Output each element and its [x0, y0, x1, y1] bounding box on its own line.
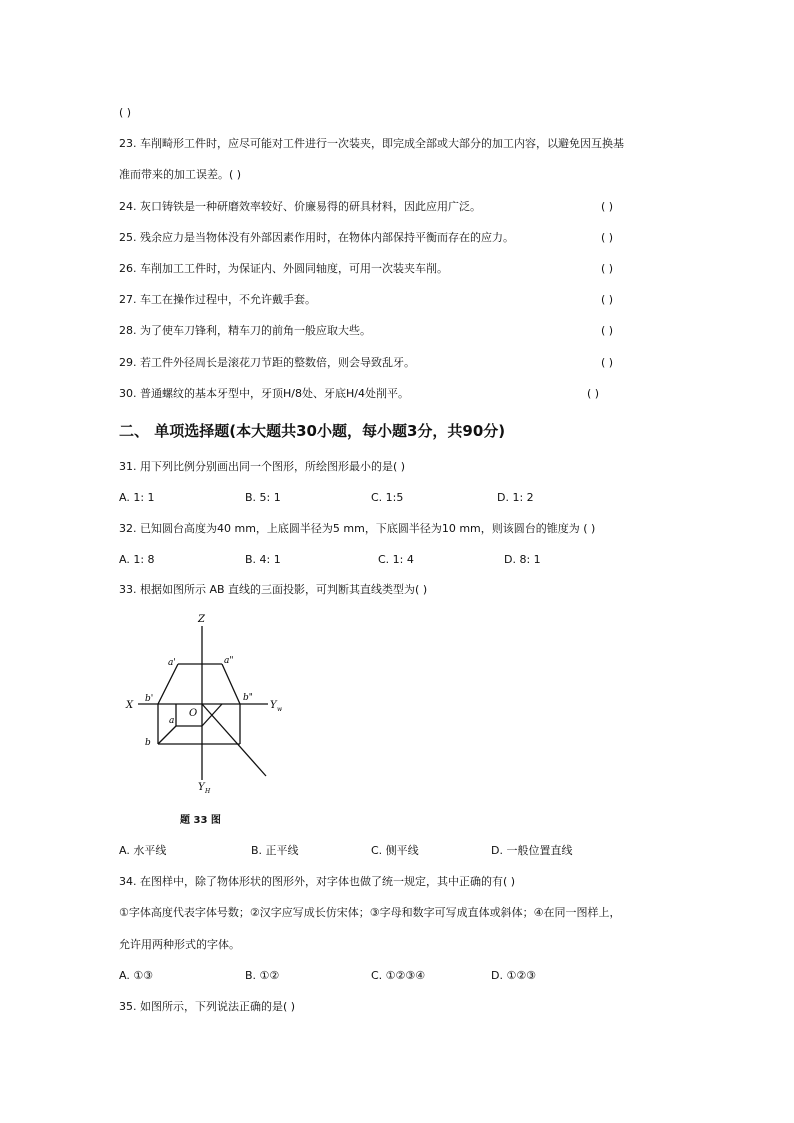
top-paren: ( ) — [119, 106, 132, 119]
top-view-ab — [158, 726, 176, 744]
question-27: 27. 车工在操作过程中，不允许戴手套。 — [119, 293, 316, 306]
option-33-a: A. 水平线 — [119, 844, 167, 857]
label-yh-sub: H — [205, 788, 211, 795]
front-ab-line — [158, 664, 178, 704]
option-32-d: D. 8: 1 — [504, 553, 541, 566]
figure-caption: 题 33 图 — [180, 815, 221, 826]
option-32-b: B. 4: 1 — [245, 553, 281, 566]
label-yw-sub: w — [277, 706, 283, 713]
label-yh: Y — [198, 782, 205, 793]
answer-paren-25: ( ) — [601, 231, 614, 244]
question-30: 30. 普通螺纹的基本牙型中，牙顶H/8处、牙底H/4处削平。 — [119, 387, 409, 400]
question-23-line2: 准而带来的加工误差。( ) — [119, 168, 242, 181]
answer-paren-27: ( ) — [601, 293, 614, 306]
question-24: 24. 灰口铸铁是一种研磨效率较好、价廉易得的研具材料，因此应用广泛。 — [119, 200, 481, 213]
question-28: 28. 为了使车刀锋利，精车刀的前角一般应取大些。 — [119, 324, 371, 337]
answer-paren-24: ( ) — [601, 200, 614, 213]
question-26: 26. 车削加工工件时，为保证内、外圆同轴度，可用一次装夹车削。 — [119, 262, 448, 275]
answer-paren-30: ( ) — [587, 387, 600, 400]
answer-paren-29: ( ) — [601, 356, 614, 369]
question-31: 31. 用下列比例分别画出同一个图形，所绘图形最小的是( ) — [119, 460, 406, 473]
question-33: 33. 根据如图所示 AB 直线的三面投影，可判断其直线类型为( ) — [119, 583, 428, 596]
option-32-c: C. 1: 4 — [378, 553, 414, 566]
projection-diagram — [118, 608, 288, 808]
question-35: 35. 如图所示，下列说法正确的是( ) — [119, 1000, 296, 1013]
answer-paren-26: ( ) — [601, 262, 614, 275]
answer-paren-28: ( ) — [601, 324, 614, 337]
option-31-b: B. 5: 1 — [245, 491, 281, 504]
option-34-d: D. ①②③ — [491, 969, 537, 982]
label-b: b — [145, 738, 151, 748]
label-a-prime: a' — [168, 658, 176, 668]
label-a: a — [169, 716, 175, 726]
option-31-d: D. 1: 2 — [497, 491, 534, 504]
option-33-c: C. 侧平线 — [371, 844, 419, 857]
section-heading: 二、 单项选择题(本大题共30小题，每小题3分，共90分) — [119, 422, 506, 440]
option-31-a: A. 1: 1 — [119, 491, 155, 504]
option-31-c: C. 1:5 — [371, 491, 404, 504]
option-34-c: C. ①②③④ — [371, 969, 426, 982]
question-25: 25. 残余应力是当物体没有外部因素作用时，在物体内部保持平衡而存在的应力。 — [119, 231, 514, 244]
option-34-a: A. ①③ — [119, 969, 154, 982]
question-23-line1: 23. 车削畸形工件时，应尽可能对工件进行一次装夹，即完成全部或大部分的加工内容，以避免因互换基 — [119, 137, 624, 150]
question-29: 29. 若工件外径周长是滚花刀节距的整数倍，则会导致乱牙。 — [119, 356, 415, 369]
label-yw: Y — [270, 700, 277, 711]
option-33-d: D. 一般位置直线 — [491, 844, 573, 857]
label-x: X — [126, 700, 134, 711]
question-32: 32. 已知圆台高度为40 mm，上底圆半径为5 mm，下底圆半径为10 mm，则该圆台的锥度为 ( ) — [119, 522, 596, 535]
label-b-double-prime: b" — [243, 693, 253, 703]
question-34-line3: 允许用两种形式的字体。 — [119, 938, 240, 951]
question-34: 34. 在图样中，除了物体形状的图形外，对字体也做了统一规定，其中正确的有( ) — [119, 875, 516, 888]
label-b-prime: b' — [145, 694, 154, 704]
side-ab-line — [222, 664, 240, 704]
label-o: O — [189, 708, 198, 719]
option-33-b: B. 正平线 — [251, 844, 299, 857]
option-34-b: B. ①② — [245, 969, 280, 982]
label-a-double-prime: a" — [224, 656, 234, 666]
question-34-line2: ①字体高度代表字体号数；②汉字应写成长仿宋体；③字母和数字可写成直体或斜体；④在同一图样上， — [119, 906, 621, 919]
option-32-a: A. 1: 8 — [119, 553, 155, 566]
label-z: Z — [198, 614, 205, 625]
